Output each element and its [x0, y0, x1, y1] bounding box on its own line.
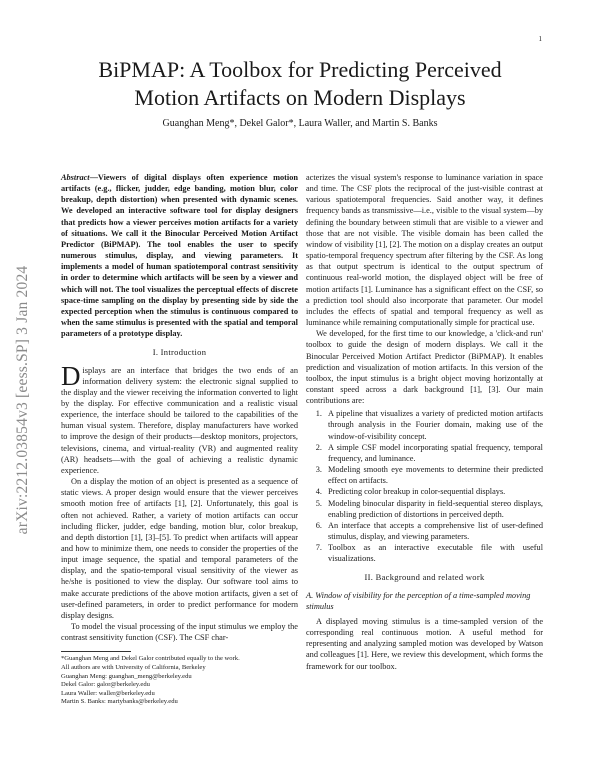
right-column: [306, 172, 543, 672]
author-list: Guanghan Meng*, Dekel Galor*, Laura Waller, and Martin S. Banks: [162, 118, 438, 129]
body-paragraph-csf: acterizes the visual system's response to luminance variation in space and time. The CSF plots the reciprocal of the just-visible contrast at various spatiotemporal frequencies. Said another way, it defines frequency bands as transmissive—i.e., visible to the visual system—by defining the boundary between stimuli that are visible to a viewer and those that are not visible. The visible domain has been called the window of visibility [1], [2]. The motion on a display creates an output spatio-temporal frequency spectrum after filtering by the CSF. As long as that output spectrum is identical to the output spectrum of continuous real-world motion, the displayed object will be free of motion artifacts [1]. Luminance has a significant effect on the CSF, so a prediction tool should also incorporate that parameter. Our model includes the effects of spatial and temporal frequency as well as luminance while remaining computationally simple for practical use.: [306, 173, 543, 328]
arxiv-stamp: [14, 210, 32, 590]
list-item: 6. An interface that accepts a comprehensive list of user-defined stimulus, display, and viewing parameters.: [324, 520, 543, 542]
footnote-line: Dekel Galor: galor@berkeley.edu: [61, 681, 150, 689]
left-column: [61, 172, 298, 707]
section-heading-introduction: I. Introduction: [152, 347, 207, 358]
subsection-heading-window-of-visibility: A. Window of visibility for the perception of a time-sampled moving stimulus: [306, 590, 531, 611]
intro-paragraph-2: On a display the motion of an object is presented as a sequence of static views. A proper design would ensure that the viewer perceives smooth motion free of artifacts [1], [2]. Unfortunately, this goal is often not achieved. Rather, a variety of motion artifacts can occur including flicker, judder, edge banding, motion blur, color breakup, and depth distortion [1], [3]–[5]. To predict when artifacts will appear and how to minimize them, one needs to consider the properties of the input image sequence, the spatial and temporal parameters of the display, and the spatio-temporal visual sensitivity of the viewer as he/she is positioned to view the display. Our software tool aims to make accurate predictions of the above motion artifacts, given a set of user-defined parameters, in order to predict performance for modern display designs.: [61, 477, 298, 620]
abstract-text: —Viewers of digital displays often experience motion artifacts (e.g., flicker, judder, edge banding, motion blur, color breakup, depth distortion) when presented with dynamic scenes. We developed an interactive software tool for display designers that predicts how a viewer perceives motion artifacts for a variety of situations. We call it the Binocular Perceived Motion Artifact Predictor (BiPMAP). The tool enables the user to specify numerous stimulus, display, and viewing parameters. It implements a model of human spatiotemporal contrast sensitivity in order to determine which artifacts will be seen by a viewer and which will not. The tool visualizes the perceptual effects of discrete space-time sampling on the display by presenting side by side the expected perception when the stimulus is continuous compared to when the same stimulus is presented with the spatial and temporal parameters of a prototype display.: [61, 173, 298, 339]
footnote-line: All authors are with University of California, Berkeley: [61, 664, 206, 671]
drop-cap: D: [61, 360, 81, 391]
page-number: 1: [538, 35, 542, 43]
list-item: 7. Toolbox as an interactive executable file with useful visualizations.: [324, 542, 543, 564]
paper-title: [50, 56, 550, 112]
list-item: 5. Modeling binocular disparity in field-sequential stereo displays, enabling prediction of distortions in perceived depth.: [324, 498, 543, 520]
footnote-line: *Guanghan Meng and Dekel Galor contributed equally to the work.: [61, 655, 240, 663]
section-heading-background: II. Background and related work: [364, 572, 485, 583]
footnote-line: Martin S. Banks: martybanks@berkeley.edu: [61, 698, 178, 706]
footnote-line: Laura Waller: waller@berkeley.edu: [61, 689, 155, 697]
abstract: [61, 172, 298, 339]
arxiv-stamp-text: arXiv:2212.03854v3 [eess.SP] 3 Jan 2024: [14, 265, 31, 535]
footnote-rule: [61, 651, 131, 652]
abstract-label: Abstract: [61, 173, 90, 182]
footnotes: [61, 655, 298, 707]
list-item: 2. A simple CSF model incorporating spatial frequency, temporal frequency, and luminance.: [324, 442, 543, 464]
intro-paragraph-1: [61, 360, 298, 477]
body-paragraph-sampled-motion: A displayed moving stimulus is a time-sampled version of the corresponding real continuous motion. A useful method for representing and analyzing sampled motion was developed by Watson and colleagues [1]. Here, we review this development, which forms the framework for our toolbox.: [306, 616, 543, 671]
contributions-list: [306, 408, 543, 564]
list-item: 3. Modeling smooth eye movements to determine their predicted effect on artifacts.: [324, 464, 543, 486]
footnote-line: Guanghan Meng: guanghan_meng@berkeley.edu: [61, 672, 192, 680]
list-item: 4. Predicting color breakup in color-sequential displays.: [324, 486, 543, 497]
title-line-2: Motion Artifacts on Modern Displays: [134, 85, 466, 110]
intro-paragraph-1-text: isplays are an interface that bridges the two ends of an information delivery system: the electronic signal supplied to the display and the viewer receiving the information converted to light by the display. For effective communication and a realistic visual experience, the interface should be tailored to the capabilities of the human visual system. Therefore, display manufacturers have worked to improve the design of their products—desktop monitors, projectors, televisions, cinema, and virtual-reality (VR) and augmented reality (AR) headsets—with the goal of achieving a realistic dynamic experience.: [61, 365, 298, 475]
title-line-1: BiPMAP: A Toolbox for Predicting Perceived: [98, 57, 502, 82]
body-paragraph-toolbox: We developed, for the first time to our knowledge, a 'click-and run' toolbox to guide the design of modern displays. We call it the Binocular Perceived Motion Artifact Predictor (BiPMAP). It enables prediction and visualization of motion artifacts. In this version of the toolbox, the input stimulus is a bright object moving horizontally at constant speed across a dark background [1], [3]. Our main contributions are:: [306, 329, 543, 406]
list-item: 1. A pipeline that visualizes a variety of predicted motion artifacts through analysis in the Fourier domain, making use of the window-of-visibility concept.: [324, 408, 543, 441]
intro-paragraph-3: To model the visual processing of the input stimulus we employ the contrast sensitivity function (CSF). The CSF char-: [61, 622, 298, 643]
